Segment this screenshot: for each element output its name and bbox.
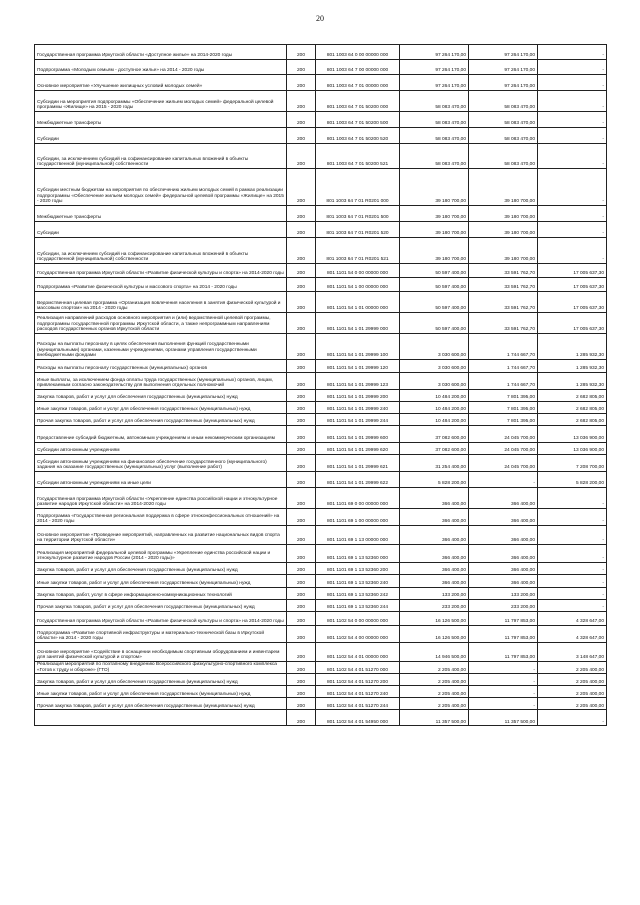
- table-row: [35, 710, 607, 726]
- cell-amount-regional: -: [538, 60, 607, 75]
- cell-amount-regional: 17 005 637,30: [538, 278, 607, 292]
- cell-amount-regional: 13 036 900,00: [538, 426, 607, 443]
- cell-amount-regional: 7 208 700,00: [538, 455, 607, 472]
- cell-code: 801 1003 64 7 01 50200 520: [316, 128, 400, 144]
- table-row: [35, 60, 607, 75]
- cell-name: Субсидии на мероприятия подпрограммы «Обеспечение жильем молодых семей» федеральной целевой программы «Жилище» на 2015 - 2020 годы: [35, 91, 287, 112]
- cell-name: Подпрограмма «Развитие спортивной инфраструктуры и материально-технической базы в Иркутской области» на 2014 - 2020 годы: [35, 626, 287, 643]
- cell-code: 801 1101 69 1 13 52360 240: [316, 575, 400, 588]
- cell-code: 801 1101 54 1 01 00000 000: [316, 292, 400, 313]
- cell-amount-total: 11 357 500,00: [400, 710, 469, 726]
- cell-amount-total: 233 200,00: [400, 600, 469, 612]
- cell-amount-total: 37 082 600,00: [400, 426, 469, 443]
- cell-ved: 200: [287, 563, 316, 575]
- cell-amount-federal: 366 400,00: [469, 526, 538, 545]
- cell-code: 801 1101 69 1 13 52360 242: [316, 588, 400, 600]
- cell-name: Субсидии автономным учреждениям на иные цели: [35, 472, 287, 488]
- cell-amount-total: 97 264 170,00: [400, 60, 469, 75]
- cell-amount-federal: 366 400,00: [469, 509, 538, 526]
- cell-amount-federal: 33 591 762,70: [469, 313, 538, 334]
- cell-ved: 200: [287, 509, 316, 526]
- cell-amount-total: 50 597 400,00: [400, 264, 469, 278]
- cell-name: Субсидии автономным учреждениям на финансовое обеспечение государственного (муниципального) задания на оказание государственных (муниципальных) услуг (выполнение работ): [35, 455, 287, 472]
- cell-amount-regional: 1 285 932,30: [538, 334, 607, 360]
- cell-amount-total: 50 597 400,00: [400, 278, 469, 292]
- cell-name: [35, 710, 287, 726]
- cell-name: Закупка товаров, работ и услуг для обеспечения государственных (муниципальных) нужд: [35, 390, 287, 402]
- cell-name: Субсидии, за исключением субсидий на софинансирование капитальных вложений в объекты государственной (муниципальной) собственности: [35, 144, 287, 169]
- cell-amount-total: 10 484 200,00: [400, 414, 469, 426]
- cell-amount-regional: -: [538, 222, 607, 238]
- cell-ved: 200: [287, 60, 316, 75]
- cell-ved: 200: [287, 575, 316, 588]
- cell-amount-regional: 2 205 400,00: [538, 698, 607, 710]
- cell-ved: 200: [287, 264, 316, 278]
- cell-ved: 200: [287, 414, 316, 426]
- cell-amount-total: 50 597 400,00: [400, 313, 469, 334]
- table-row: [35, 626, 607, 643]
- cell-amount-total: 39 180 700,00: [400, 222, 469, 238]
- cell-code: 801 1003 64 7 00 00000 000: [316, 60, 400, 75]
- cell-amount-federal: 11 797 853,00: [469, 643, 538, 662]
- cell-name: Закупка товаров, работ и услуг для обеспечения государственных (муниципальных) нужд: [35, 674, 287, 686]
- cell-name: Предоставление субсидий бюджетным, автономным учреждениям и иным некоммерческим организациям: [35, 426, 287, 443]
- cell-amount-regional: 3 148 647,00: [538, 643, 607, 662]
- cell-ved: 200: [287, 662, 316, 674]
- cell-amount-total: 10 484 200,00: [400, 390, 469, 402]
- cell-ved: 200: [287, 626, 316, 643]
- cell-code: 801 1101 54 1 01 29999 621: [316, 455, 400, 472]
- cell-amount-total: 37 082 600,00: [400, 443, 469, 455]
- table-row: [35, 455, 607, 472]
- cell-ved: 200: [287, 443, 316, 455]
- budget-table: [34, 44, 607, 726]
- cell-code: 801 1101 54 1 01 29999 120: [316, 360, 400, 373]
- cell-code: 801 1102 54 4 00 00000 000: [316, 626, 400, 643]
- cell-amount-federal: 39 180 700,00: [469, 169, 538, 206]
- cell-amount-regional: 1 285 932,30: [538, 373, 607, 390]
- cell-amount-regional: 2 682 805,00: [538, 390, 607, 402]
- cell-code: 801 1101 54 1 01 29999 000: [316, 313, 400, 334]
- cell-code: 801 1101 69 0 00 00000 000: [316, 488, 400, 509]
- cell-name: Расходы на выплаты персоналу в целях обеспечения выполнения функций государственными (муниципальными) органами, казенными учреждениями, органами управления государственными внебюджетными фондами: [35, 334, 287, 360]
- cell-amount-total: 58 083 470,00: [400, 91, 469, 112]
- cell-ved: 200: [287, 222, 316, 238]
- cell-amount-federal: 97 264 170,00: [469, 75, 538, 91]
- cell-ved: 200: [287, 292, 316, 313]
- cell-code: 801 1102 54 0 00 00000 000: [316, 612, 400, 626]
- cell-ved: 200: [287, 313, 316, 334]
- cell-amount-total: 58 083 470,00: [400, 112, 469, 128]
- cell-ved: 200: [287, 278, 316, 292]
- cell-ved: 200: [287, 144, 316, 169]
- cell-code: 801 1003 64 7 01 R0201 521: [316, 238, 400, 264]
- table-row: [35, 238, 607, 264]
- cell-amount-federal: 133 200,00: [469, 588, 538, 600]
- table-row: [35, 373, 607, 390]
- table-row: [35, 75, 607, 91]
- table-row: [35, 509, 607, 526]
- cell-name: Государственная программа Иркутской области «Развитие физической культуры и спорта» на 2014-2020 годы: [35, 264, 287, 278]
- cell-amount-federal: 366 400,00: [469, 545, 538, 563]
- cell-code: 801 1101 54 1 01 29999 244: [316, 414, 400, 426]
- cell-ved: 200: [287, 545, 316, 563]
- cell-amount-total: 3 030 600,00: [400, 360, 469, 373]
- cell-amount-total: 97 264 170,00: [400, 45, 469, 60]
- cell-ved: 200: [287, 373, 316, 390]
- cell-amount-total: 366 400,00: [400, 545, 469, 563]
- page-number: 20: [316, 14, 324, 23]
- cell-amount-total: 39 180 700,00: [400, 238, 469, 264]
- cell-code: 801 1101 54 1 01 29999 200: [316, 390, 400, 402]
- table-row: [35, 313, 607, 334]
- cell-amount-regional: 17 005 637,30: [538, 264, 607, 278]
- cell-code: 801 1102 54 4 01 51270 244: [316, 698, 400, 710]
- cell-amount-regional: -: [538, 526, 607, 545]
- cell-amount-total: 5 828 200,00: [400, 472, 469, 488]
- cell-amount-federal: 7 801 395,00: [469, 390, 538, 402]
- cell-amount-federal: 39 180 700,00: [469, 222, 538, 238]
- cell-code: 801 1101 54 1 01 29999 622: [316, 472, 400, 488]
- cell-name: Реализация мероприятий по поэтапному внедрению Всероссийского физкультурно-спортивного комплекса «Готов к труду и обороне» (ГТО): [35, 662, 287, 674]
- table-row: [35, 112, 607, 128]
- cell-name: Реализация мероприятий федеральной целевой программы «Укрепление единства российской нации и этнокультурное развитие народов России (2014 - 2020 годы)»: [35, 545, 287, 563]
- cell-amount-federal: 33 591 762,70: [469, 292, 538, 313]
- cell-name: Расходы на выплаты персоналу государственных (муниципальных) органов: [35, 360, 287, 373]
- cell-amount-total: 2 205 400,00: [400, 662, 469, 674]
- cell-amount-regional: 4 328 647,00: [538, 626, 607, 643]
- cell-amount-regional: -: [538, 45, 607, 60]
- table-row: [35, 443, 607, 455]
- table-row: [35, 545, 607, 563]
- table-row: [35, 575, 607, 588]
- cell-code: 801 1101 69 1 13 52360 200: [316, 563, 400, 575]
- cell-code: 801 1003 64 0 00 00000 000: [316, 45, 400, 60]
- cell-amount-total: 366 400,00: [400, 575, 469, 588]
- table-row: [35, 472, 607, 488]
- cell-ved: 200: [287, 600, 316, 612]
- cell-ved: 200: [287, 426, 316, 443]
- cell-amount-regional: -: [538, 206, 607, 222]
- cell-name: Субсидии, за исключением субсидий на софинансирование капитальных вложений в объекты государственной (муниципальной) собственности: [35, 238, 287, 264]
- cell-amount-regional: -: [538, 588, 607, 600]
- table-row: [35, 612, 607, 626]
- cell-code: 801 1101 54 1 00 00000 000: [316, 278, 400, 292]
- table-row: [35, 360, 607, 373]
- cell-amount-regional: -: [538, 128, 607, 144]
- cell-amount-federal: 1 744 667,70: [469, 373, 538, 390]
- cell-name: Подпрограмма «Государственная региональная поддержка в сфере этноконфессиональных отношений» на 2014 - 2020 годы: [35, 509, 287, 526]
- cell-amount-total: 3 030 600,00: [400, 373, 469, 390]
- cell-ved: 200: [287, 643, 316, 662]
- cell-name: Ведомственная целевая программа «Организация вовлечения населения в занятия физической культурой и массовым спортом» на 2014 - 2020 годы: [35, 292, 287, 313]
- cell-code: 801 1003 64 7 01 50200 500: [316, 112, 400, 128]
- cell-name: Основное мероприятие «Улучшение жилищных условий молодых семей»: [35, 75, 287, 91]
- cell-amount-total: 133 200,00: [400, 588, 469, 600]
- cell-amount-total: 97 264 170,00: [400, 75, 469, 91]
- cell-amount-regional: 4 328 647,00: [538, 612, 607, 626]
- cell-code: 801 1101 54 1 01 29999 123: [316, 373, 400, 390]
- cell-amount-regional: -: [538, 144, 607, 169]
- cell-amount-federal: -: [469, 686, 538, 698]
- cell-name: Основное мероприятие «Содействие в оснащении необходимым спортивным оборудованием и инвентарем для занятий физической культурой и спортом»: [35, 643, 287, 662]
- cell-name: Государственная программа Иркутской области «Доступное жилье» на 2014-2020 годы: [35, 45, 287, 60]
- cell-amount-federal: -: [469, 674, 538, 686]
- cell-ved: 200: [287, 169, 316, 206]
- cell-ved: 200: [287, 674, 316, 686]
- table-row: [35, 414, 607, 426]
- table-row: [35, 144, 607, 169]
- cell-code: 801 1003 64 7 01 50200 000: [316, 91, 400, 112]
- cell-amount-total: 39 180 700,00: [400, 206, 469, 222]
- cell-code: 801 1101 54 0 00 00000 000: [316, 264, 400, 278]
- cell-name: Подпрограмма «Молодым семьям - доступное жилье» на 2014 - 2020 годы: [35, 60, 287, 75]
- cell-amount-total: 50 597 400,00: [400, 292, 469, 313]
- cell-ved: 200: [287, 75, 316, 91]
- cell-amount-total: 2 205 400,00: [400, 686, 469, 698]
- table-row: [35, 526, 607, 545]
- cell-amount-total: 2 205 400,00: [400, 698, 469, 710]
- cell-amount-total: 366 400,00: [400, 509, 469, 526]
- cell-amount-federal: 7 801 395,00: [469, 402, 538, 414]
- cell-name: Основное мероприятие «Проведение мероприятий, направленных на развитие национальных видов спорта на территории Иркутской области»: [35, 526, 287, 545]
- cell-ved: 200: [287, 526, 316, 545]
- cell-code: 801 1102 54 4 01 00000 000: [316, 643, 400, 662]
- table-row: [35, 45, 607, 60]
- cell-amount-regional: 2 205 400,00: [538, 662, 607, 674]
- cell-name: Иные закупки товаров, работ и услуг для обеспечения государственных (муниципальных) нужд: [35, 402, 287, 414]
- cell-amount-regional: -: [538, 563, 607, 575]
- cell-amount-federal: 58 083 470,00: [469, 91, 538, 112]
- table-row: [35, 662, 607, 674]
- cell-amount-regional: 2 205 400,00: [538, 686, 607, 698]
- cell-amount-total: 31 254 400,00: [400, 455, 469, 472]
- cell-ved: 200: [287, 360, 316, 373]
- cell-name: Закупка товаров, работ, услуг в сфере информационно-коммуникационных технологий: [35, 588, 287, 600]
- table-row: [35, 128, 607, 144]
- cell-amount-regional: -: [538, 75, 607, 91]
- cell-amount-federal: 24 045 700,00: [469, 426, 538, 443]
- table-row: [35, 643, 607, 662]
- cell-amount-regional: 13 036 900,00: [538, 443, 607, 455]
- cell-amount-federal: 7 801 395,00: [469, 414, 538, 426]
- cell-amount-total: 58 083 470,00: [400, 128, 469, 144]
- cell-name: Прочая закупка товаров, работ и услуг для обеспечения государственных (муниципальных) нужд: [35, 698, 287, 710]
- table-row: [35, 600, 607, 612]
- table-row: [35, 686, 607, 698]
- cell-amount-regional: 2 682 805,00: [538, 414, 607, 426]
- cell-amount-total: 366 400,00: [400, 488, 469, 509]
- cell-amount-regional: 2 205 400,00: [538, 674, 607, 686]
- table-row: [35, 588, 607, 600]
- cell-ved: 200: [287, 91, 316, 112]
- cell-amount-federal: 24 045 700,00: [469, 455, 538, 472]
- cell-amount-federal: -: [469, 472, 538, 488]
- cell-amount-total: 16 126 500,00: [400, 626, 469, 643]
- table-row: [35, 334, 607, 360]
- cell-amount-regional: -: [538, 112, 607, 128]
- cell-amount-total: 10 484 200,00: [400, 402, 469, 414]
- table-row: [35, 91, 607, 112]
- cell-amount-regional: -: [538, 545, 607, 563]
- cell-amount-regional: 1 285 932,30: [538, 360, 607, 373]
- cell-name: Закупка товаров, работ и услуг для обеспечения государственных (муниципальных) нужд: [35, 563, 287, 575]
- cell-name: Субсидии: [35, 128, 287, 144]
- cell-code: 801 1102 54 4 01 54950 000: [316, 710, 400, 726]
- cell-name: Государственная программа Иркутской области «Укрепление единства российской нации и этнокультурное развитие народов Иркутской области» на 2014-2020 годы: [35, 488, 287, 509]
- cell-amount-federal: 58 083 470,00: [469, 128, 538, 144]
- cell-amount-federal: 366 400,00: [469, 488, 538, 509]
- cell-amount-federal: 233 200,00: [469, 600, 538, 612]
- cell-amount-federal: 39 180 700,00: [469, 238, 538, 264]
- cell-amount-federal: 33 591 762,70: [469, 278, 538, 292]
- cell-ved: 200: [287, 238, 316, 264]
- cell-amount-regional: -: [538, 600, 607, 612]
- cell-ved: 200: [287, 402, 316, 414]
- cell-code: 801 1003 64 7 01 00000 000: [316, 75, 400, 91]
- cell-amount-federal: 1 744 667,70: [469, 360, 538, 373]
- cell-amount-regional: -: [538, 575, 607, 588]
- cell-amount-regional: 2 682 805,00: [538, 402, 607, 414]
- table-row: [35, 402, 607, 414]
- table-row: [35, 278, 607, 292]
- table-row: [35, 264, 607, 278]
- cell-code: 801 1101 69 1 13 52360 000: [316, 545, 400, 563]
- cell-amount-regional: -: [538, 169, 607, 206]
- table-row: [35, 426, 607, 443]
- cell-amount-regional: 17 005 637,30: [538, 313, 607, 334]
- cell-amount-federal: 11 797 853,00: [469, 626, 538, 643]
- cell-name: Субсидии автономным учреждениям: [35, 443, 287, 455]
- cell-name: Межбюджетные трансферты: [35, 112, 287, 128]
- cell-name: Подпрограмма «Развитие физической культуры и массового спорта» на 2014 - 2020 годы: [35, 278, 287, 292]
- cell-ved: 200: [287, 686, 316, 698]
- cell-amount-regional: -: [538, 710, 607, 726]
- cell-ved: 200: [287, 45, 316, 60]
- cell-name: Прочая закупка товаров, работ и услуг для обеспечения государственных (муниципальных) нужд: [35, 600, 287, 612]
- cell-ved: 200: [287, 698, 316, 710]
- cell-amount-total: 366 400,00: [400, 563, 469, 575]
- cell-amount-federal: -: [469, 662, 538, 674]
- cell-amount-federal: 58 083 470,00: [469, 144, 538, 169]
- cell-ved: 200: [287, 112, 316, 128]
- table-row: [35, 390, 607, 402]
- cell-code: 801 1003 64 7 01 R0201 520: [316, 222, 400, 238]
- cell-amount-federal: 1 744 667,70: [469, 334, 538, 360]
- cell-amount-regional: 5 828 200,00: [538, 472, 607, 488]
- table-row: [35, 488, 607, 509]
- budget-table-body: [35, 45, 607, 726]
- cell-code: 801 1101 69 1 00 00000 000: [316, 509, 400, 526]
- cell-ved: 200: [287, 472, 316, 488]
- cell-ved: 200: [287, 710, 316, 726]
- cell-ved: 200: [287, 128, 316, 144]
- table-row: [35, 698, 607, 710]
- cell-ved: 200: [287, 390, 316, 402]
- cell-code: 801 1101 54 1 01 29999 100: [316, 334, 400, 360]
- cell-amount-regional: -: [538, 488, 607, 509]
- cell-ved: 200: [287, 612, 316, 626]
- cell-code: 801 1101 69 1 13 52360 244: [316, 600, 400, 612]
- cell-amount-total: 3 030 600,00: [400, 334, 469, 360]
- cell-ved: 200: [287, 488, 316, 509]
- cell-amount-total: 58 083 470,00: [400, 144, 469, 169]
- cell-code: 801 1101 54 1 01 29999 240: [316, 402, 400, 414]
- cell-code: 801 1003 64 7 01 R0201 500: [316, 206, 400, 222]
- cell-ved: 200: [287, 334, 316, 360]
- table-row: [35, 222, 607, 238]
- cell-amount-total: 366 400,00: [400, 526, 469, 545]
- cell-amount-total: 2 205 400,00: [400, 674, 469, 686]
- cell-name: Государственная программа Иркутской области «Развитие физической культуры и спорта» на 2014-2020 годы: [35, 612, 287, 626]
- cell-amount-total: 16 126 500,00: [400, 612, 469, 626]
- cell-amount-total: 14 946 500,00: [400, 643, 469, 662]
- cell-code: 801 1101 54 1 01 29999 600: [316, 426, 400, 443]
- cell-ved: 200: [287, 206, 316, 222]
- cell-code: 801 1101 54 1 01 29999 620: [316, 443, 400, 455]
- table-row: [35, 563, 607, 575]
- cell-amount-federal: 366 400,00: [469, 575, 538, 588]
- table-row: [35, 206, 607, 222]
- cell-name: Субсидии местным бюджетам на мероприятия по обеспечению жильем молодых семей в рамках реализации подпрограммы «Обеспечение жильем молодых семей» федеральной целевой программы «Жилище» на 2015 - 2020 годы: [35, 169, 287, 206]
- cell-amount-federal: 33 591 762,70: [469, 264, 538, 278]
- cell-amount-federal: 58 083 470,00: [469, 112, 538, 128]
- cell-code: 801 1003 64 7 01 R0201 000: [316, 169, 400, 206]
- table-row: [35, 292, 607, 313]
- cell-ved: 200: [287, 588, 316, 600]
- cell-name: Иные выплаты, за исключением фонда оплаты труда государственных (муниципальных) органов, лицам, привлекаемым согласно законодательству для выполнения отдельных полномочий: [35, 373, 287, 390]
- cell-amount-federal: -: [469, 698, 538, 710]
- cell-amount-federal: 97 264 170,00: [469, 60, 538, 75]
- cell-name: Иные закупки товаров, работ и услуг для обеспечения государственных (муниципальных) нужд: [35, 686, 287, 698]
- cell-name: Межбюджетные трансферты: [35, 206, 287, 222]
- cell-amount-federal: 97 264 170,00: [469, 45, 538, 60]
- cell-amount-regional: 17 005 637,30: [538, 292, 607, 313]
- cell-name: Реализация направлений расходов основного мероприятия и (или) ведомственной целевой программы, подпрограммы государственной программы Иркутской области, а также непрограммным направлениям расходов государственных органов Иркутской области: [35, 313, 287, 334]
- cell-name: Иные закупки товаров, работ и услуг для обеспечения государственных (муниципальных) нужд: [35, 575, 287, 588]
- cell-amount-total: 39 180 700,00: [400, 169, 469, 206]
- cell-name: Субсидии: [35, 222, 287, 238]
- cell-name: Прочая закупка товаров, работ и услуг для обеспечения государственных (муниципальных) нужд: [35, 414, 287, 426]
- cell-amount-federal: 11 357 500,00: [469, 710, 538, 726]
- table-row: [35, 169, 607, 206]
- cell-code: 801 1003 64 7 01 50200 521: [316, 144, 400, 169]
- cell-amount-federal: 39 180 700,00: [469, 206, 538, 222]
- cell-code: 801 1102 54 4 01 51270 240: [316, 686, 400, 698]
- cell-ved: 200: [287, 455, 316, 472]
- cell-amount-regional: -: [538, 509, 607, 526]
- cell-amount-federal: 366 400,00: [469, 563, 538, 575]
- cell-amount-federal: 24 045 700,00: [469, 443, 538, 455]
- cell-amount-regional: -: [538, 238, 607, 264]
- cell-amount-federal: 11 797 853,00: [469, 612, 538, 626]
- cell-code: 801 1101 69 1 13 00000 000: [316, 526, 400, 545]
- cell-code: 801 1102 54 4 01 51270 000: [316, 662, 400, 674]
- table-row: [35, 674, 607, 686]
- cell-code: 801 1102 54 4 01 51270 200: [316, 674, 400, 686]
- cell-amount-regional: -: [538, 91, 607, 112]
